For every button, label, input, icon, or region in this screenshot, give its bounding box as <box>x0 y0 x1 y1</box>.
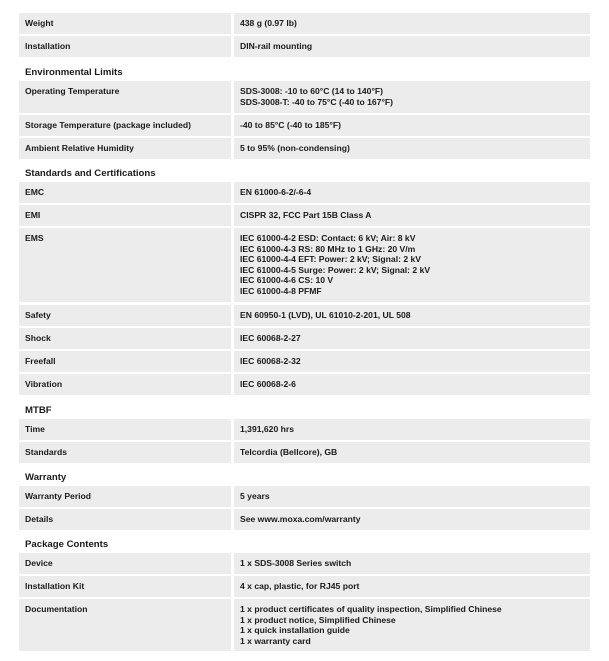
spec-label: Ambient Relative Humidity <box>19 138 231 159</box>
spec-value: IEC 60068-2-32 <box>234 351 590 372</box>
spec-value-line: 1 x warranty card <box>240 635 311 646</box>
spec-value-line: 1 x product notice, Simplified Chinese <box>240 614 396 625</box>
spec-label: Standards <box>19 442 231 463</box>
spec-value: IEC 60068-2-27 <box>234 328 590 349</box>
spec-value-line: IEC 61000-4-2 ESD: Contact: 6 kV; Air: 8 kV <box>240 233 416 243</box>
spec-label: EMC <box>19 182 231 203</box>
spec-value-line: SDS-3008-T: -40 to 75°C (-40 to 167°F) <box>240 96 394 107</box>
spec-value: DIN-rail mounting <box>234 36 590 57</box>
spec-value: 1,391,620 hrs <box>234 419 590 440</box>
spec-row-safety <box>19 305 590 326</box>
spec-value-line: IEC 61000-4-3 RS: 80 MHz to 1 GHz: 20 V/m <box>240 243 416 254</box>
spec-row-freefall <box>19 351 590 372</box>
spec-row-ems <box>19 228 590 302</box>
section-title-standards: Standards and Certifications <box>25 168 156 179</box>
spec-value-line: IEC 61000-4-5 Surge: Power: 2 kV; Signal: 2 kV <box>240 264 431 275</box>
spec-row-standards <box>19 442 590 463</box>
spec-label: Safety <box>19 305 231 326</box>
spec-value: See www.moxa.com/warranty <box>234 509 590 530</box>
spec-value <box>234 228 590 302</box>
spec-label: Weight <box>19 13 231 34</box>
spec-value: 1 x SDS-3008 Series switch <box>234 553 590 574</box>
spec-label: Storage Temperature (package included) <box>19 115 231 136</box>
spec-label: Device <box>19 553 231 574</box>
spec-value: 5 years <box>234 486 590 507</box>
spec-value-line: 1 x quick installation guide <box>240 625 350 635</box>
spec-value: EN 60950-1 (LVD), UL 61010-2-201, UL 508 <box>234 305 590 326</box>
spec-value-line: IEC 61000-4-4 EFT: Power: 2 kV; Signal: 2 kV <box>240 254 422 264</box>
spec-label: Time <box>19 419 231 440</box>
spec-value: CISPR 32, FCC Part 15B Class A <box>234 205 590 226</box>
spec-value-line: 1 x product certificates of quality inspection, Simplified Chinese <box>240 604 502 614</box>
spec-value-line: SDS-3008: -10 to 60°C (14 to 140°F) <box>240 86 383 96</box>
spec-value: Telcordia (Bellcore), GB <box>234 442 590 463</box>
spec-label: EMI <box>19 205 231 226</box>
spec-row-emi <box>19 205 590 226</box>
spec-row-time <box>19 419 590 440</box>
spec-label: Operating Temperature <box>19 81 231 113</box>
spec-label: Warranty Period <box>19 486 231 507</box>
spec-value: EN 61000-6-2/-6-4 <box>234 182 590 203</box>
spec-label: Installation <box>19 36 231 57</box>
section-title-mtbf: MTBF <box>25 405 52 416</box>
spec-row-installation <box>19 36 590 57</box>
spec-row-shock <box>19 328 590 349</box>
spec-row-operating-temperature <box>19 81 590 113</box>
section-title-warranty: Warranty <box>25 472 67 483</box>
spec-value: -40 to 85°C (-40 to 185°F) <box>234 115 590 136</box>
spec-row-device <box>19 553 590 574</box>
spec-value: 5 to 95% (non-condensing) <box>234 138 590 159</box>
spec-value <box>234 81 590 113</box>
spec-label: Shock <box>19 328 231 349</box>
section-title-package: Package Contents <box>25 539 109 550</box>
spec-label: Freefall <box>19 351 231 372</box>
spec-value-line: IEC 61000-4-8 PFMF <box>240 285 322 296</box>
spec-row-documentation <box>19 599 590 651</box>
spec-row-details <box>19 509 590 530</box>
spec-value <box>234 599 590 651</box>
spec-row-storage-temperature <box>19 115 590 136</box>
spec-label: Documentation <box>19 599 231 651</box>
spec-value: 438 g (0.97 lb) <box>234 13 590 34</box>
spec-row-vibration <box>19 374 590 395</box>
spec-label: Details <box>19 509 231 530</box>
spec-row-installation-kit <box>19 576 590 597</box>
spec-label: Installation Kit <box>19 576 231 597</box>
spec-row-warranty-period <box>19 486 590 507</box>
spec-value-line: IEC 61000-4-6 CS: 10 V <box>240 275 334 285</box>
spec-row-humidity <box>19 138 590 159</box>
section-title-environmental: Environmental Limits <box>25 67 123 78</box>
spec-row-weight <box>19 13 590 34</box>
spec-value: IEC 60068-2-6 <box>234 374 590 395</box>
spec-label: Vibration <box>19 374 231 395</box>
spec-value: 4 x cap, plastic, for RJ45 port <box>234 576 590 597</box>
spec-label: EMS <box>19 228 231 302</box>
spec-row-emc <box>19 182 590 203</box>
